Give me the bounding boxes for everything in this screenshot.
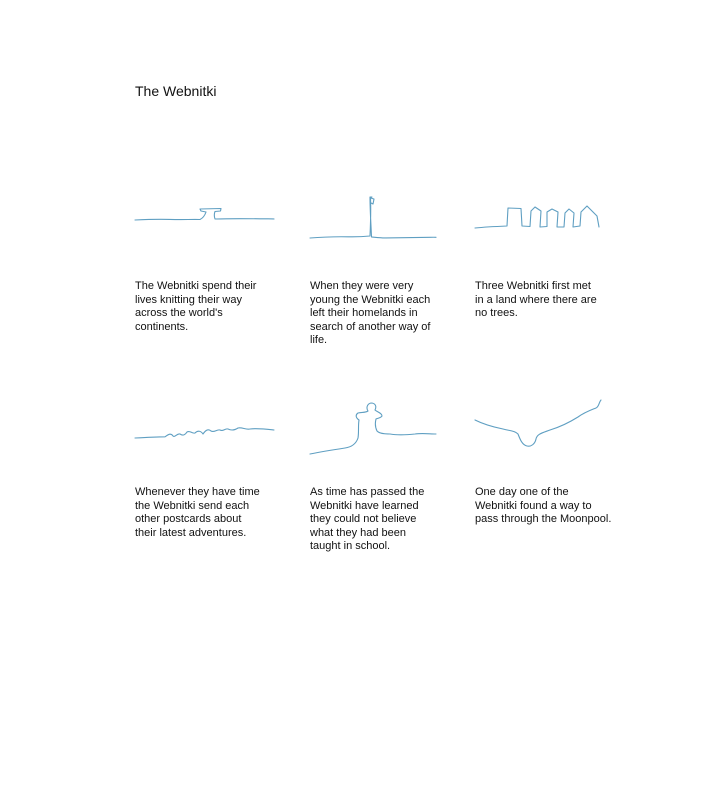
sketch-figure-silhouette (310, 400, 440, 460)
caption: As time has passed the Webnitki have learned they could not believe what they had been taught in school. (310, 486, 425, 553)
page-title: The Webnitki (135, 83, 217, 99)
caption: The Webnitki spend their lives knitting their way across the world's continents. (135, 280, 257, 333)
sketch-wavy-line (135, 400, 280, 450)
sketch-valley-line (475, 400, 615, 455)
caption: Whenever they have time the Webnitki send each other postcards about their latest adventures. (135, 486, 260, 539)
caption: Three Webnitki first met in a land where there are no trees. (475, 280, 597, 320)
sketch-buildings-skyline (475, 190, 615, 235)
caption: When they were very young the Webnitki each left their homelands in search of another way of life. (310, 280, 431, 347)
caption: One day one of the Webnitki found a way to pass through the Moonpool. (475, 486, 612, 526)
sketch-flag-pole (310, 190, 440, 245)
sketch-t-shape (135, 190, 280, 230)
